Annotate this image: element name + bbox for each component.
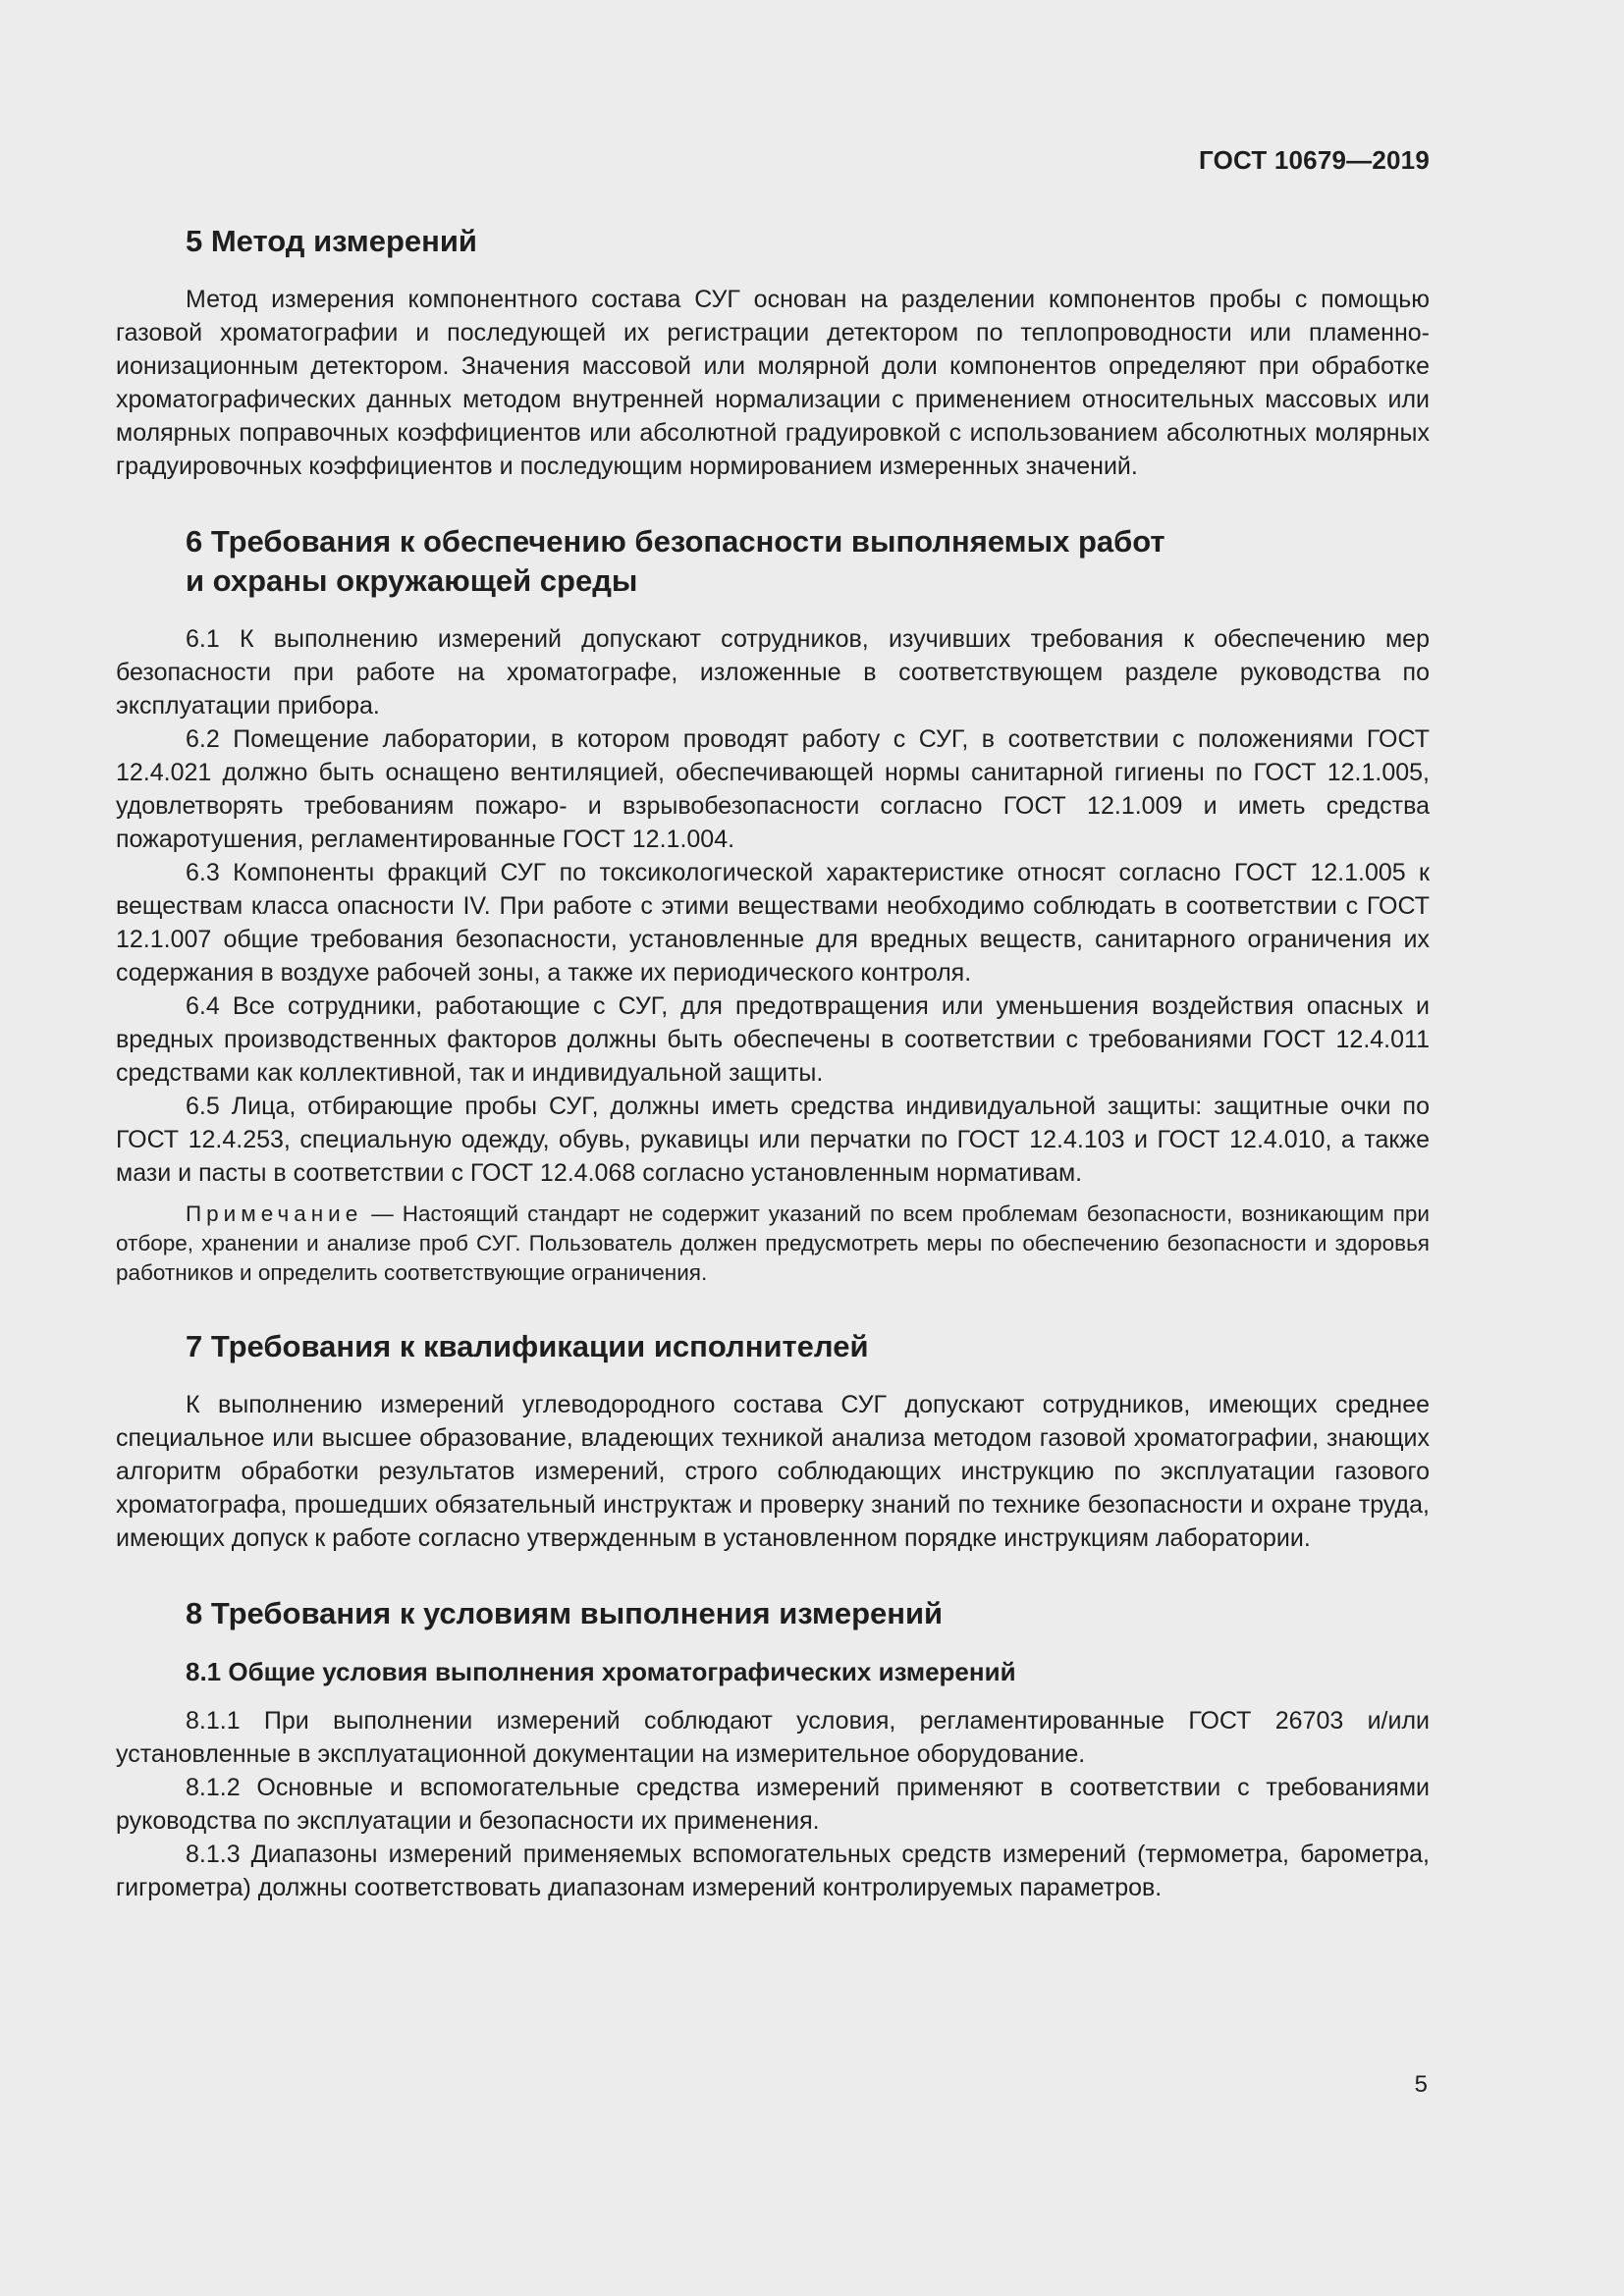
paragraph-6-2: 6.2 Помещение лаборатории, в котором проводят работу с СУГ, в соответствии с положениями ГОСТ 12.4.021 должно быть оснащено вентиляцией, обеспечивающей нормы санитарной гигиены по ГОСТ 12.1.005, удовлетворять требованиям пожаро- и взрывобезопасности согласно ГОСТ 12.1.009 и иметь средства пожаротушения, регламентированные ГОСТ 12.1.004. — [116, 725, 1430, 853]
paragraph-6-5: 6.5 Лица, отбирающие пробы СУГ, должны иметь средства индивидуальной защиты: защитные очки по ГОСТ 12.4.253, специальную одежду, обувь, рукавицы или перчатки по ГОСТ 12.4.103 и ГОСТ 12.4.010, а также мази и пасты в соответствии с ГОСТ 12.4.068 согласно установленным нормативам. — [116, 1093, 1430, 1187]
section-6-title — [186, 522, 1430, 601]
paragraph-6-3: 6.3 Компоненты фракций СУГ по токсикологической характеристике относят согласно ГОСТ 12.1.005 к веществам класса опасности IV. При работе с этими веществами необходимо соблюдать в соответствии с ГОСТ 12.1.007 общие требования безопасности, установленные для вредных веществ, санитарного ограничения их содержания в воздухе рабочей зоны, а также их периодического контроля. — [116, 859, 1430, 987]
paragraph-8-1-3: 8.1.3 Диапазоны измерений применяемых вспомогательных средств измерений (термометра, барометра, гигрометра) должны соответствовать диапазонам измерений контролируемых параметров. — [116, 1841, 1430, 1901]
paragraph-6-4: 6.4 Все сотрудники, работающие с СУГ, для предотвращения или уменьшения воздействия опасных и вредных производственных факторов должны быть обеспечены в соответствии с требованиями ГОСТ 12.4.011 средствами как коллективной, так и индивидуальной защиты. — [116, 992, 1430, 1087]
document-code: ГОСТ 10679—2019 — [1199, 145, 1430, 175]
subsection-8-1-title: 8.1 Общие условия выполнения хроматографических измерений — [186, 1657, 1016, 1686]
section-8-title: 8 Требования к условиям выполнения измерений — [186, 1596, 944, 1630]
paragraph-8-1-1: 8.1.1 При выполнении измерений соблюдают условия, регламентированные ГОСТ 26703 и/или установленные в эксплуатационной документации на измерительное оборудование. — [116, 1707, 1430, 1768]
note-text: — Настоящий стандарт не содержит указаний по всем проблемам безопасности, возникающим при отборе, хранении и анализе проб СУГ. Пользователь должен предусмотреть меры по обеспечению безопасности и здоровья работников и определить соответствующие ограничения. — [116, 1201, 1430, 1285]
paragraph-6-1: 6.1 К выполнению измерений допускают сотрудников, изучивших требования к обеспечению мер безопасности при работе на хроматографе, изложенные в соответствующем разделе руководства по эксплуатации прибора. — [116, 625, 1430, 720]
page-number: 5 — [1414, 2071, 1428, 2098]
section-6-note — [116, 1200, 1430, 1288]
section-6-title-line2: и охраны окружающей среды — [186, 563, 638, 598]
note-label: Примечание — [186, 1201, 363, 1226]
section-5-title: 5 Метод измерений — [186, 224, 477, 258]
page-content — [116, 222, 1430, 1904]
section-7-title: 7 Требования к квалификации исполнителей — [186, 1329, 869, 1363]
section-5-paragraph: Метод измерения компонентного состава СУГ основан на разделении компонентов пробы с помощью газовой хроматографии и последующей их регистрации детектором по теплопроводности или пламенно-ионизационным детектором. Значения массовой или молярной доли компонентов определяют при обработке хроматографических данных методом внутренней нормализации с применением относительных массовых или молярных поправочных коэффициентов или абсолютной градуировкой с использованием абсолютных молярных градуировочных коэффициентов и последующим нормированием измеренных значений. — [116, 286, 1430, 480]
paragraph-8-1-2: 8.1.2 Основные и вспомогательные средства измерений применяют в соответствии с требованиями руководства по эксплуатации и безопасности их применения. — [116, 1774, 1430, 1835]
section-6-title-line1: 6 Требования к обеспечению безопасности выполняемых работ — [186, 524, 1165, 559]
section-7-paragraph: К выполнению измерений углеводородного состава СУГ допускают сотрудников, имеющих среднее специальное или высшее образование, владеющих техникой анализа методом газовой хроматографии, знающих алгоритм обработки результатов измерений, строго соблюдающих инструкцию по эксплуатации газового хроматографа, прошедших обязательный инструктаж и проверку знаний по технике безопасности и охране труда, имеющих допуск к работе согласно утвержденным в установленном порядке инструкциям лаборатории. — [116, 1391, 1430, 1552]
